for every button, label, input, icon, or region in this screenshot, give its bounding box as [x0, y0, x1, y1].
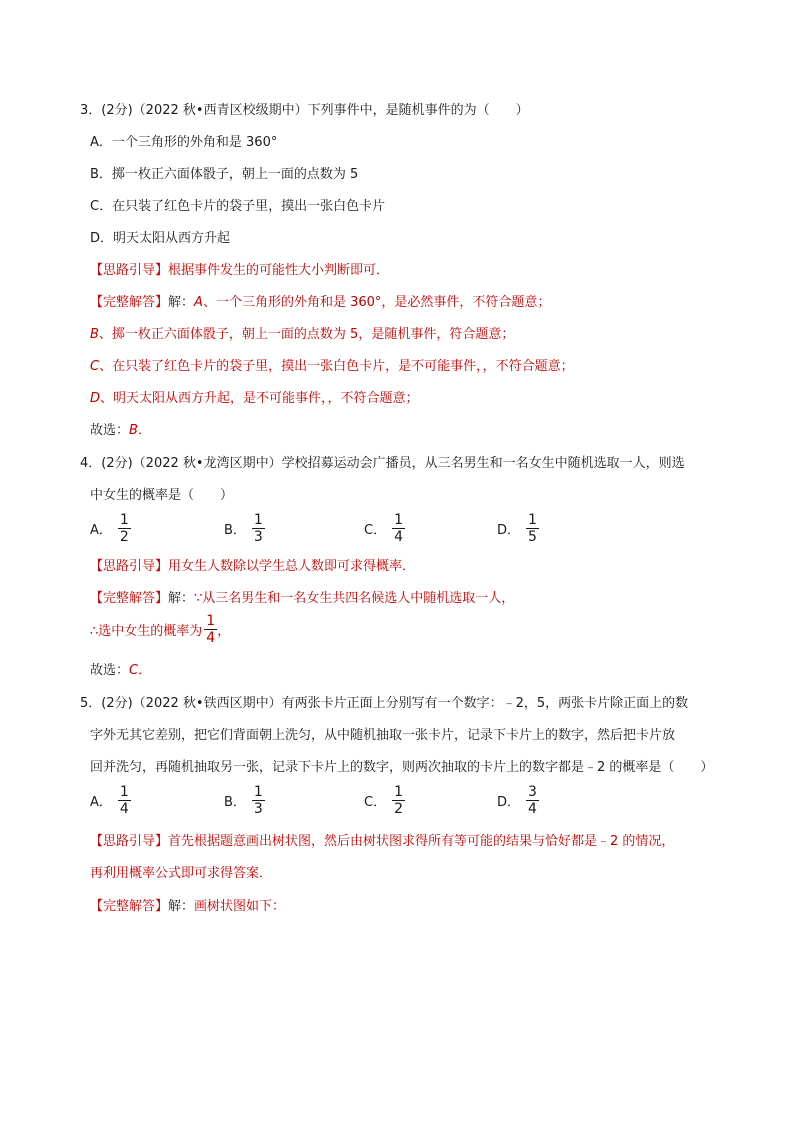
- q3-answer-b: [90, 325, 514, 345]
- hint-text: 用女生人数除以学生总人数即可求得概率．: [168, 559, 416, 574]
- option-label: A．: [90, 795, 112, 810]
- choose-value: B: [129, 423, 138, 438]
- denominator: 3: [253, 529, 263, 545]
- option-fraction: [252, 512, 265, 545]
- option-label: C．: [364, 523, 387, 538]
- numerator: 1: [119, 784, 129, 800]
- numerator: 1: [253, 784, 263, 800]
- q3-answer-d: [90, 389, 419, 409]
- numerator: 1: [119, 512, 129, 528]
- answer-tag: 【完整解答】: [90, 899, 169, 914]
- option-fraction: [526, 784, 539, 817]
- numerator: 1: [394, 784, 403, 800]
- answer-letter: C: [90, 359, 100, 374]
- answer-text: 、一个三角形的外角和是 360°，是必然事件，不符合题意；: [202, 295, 551, 310]
- denominator: 4: [119, 801, 129, 817]
- denominator: 5: [528, 529, 537, 545]
- numerator: 1: [528, 512, 537, 528]
- option-fraction: [526, 512, 539, 545]
- denominator: 2: [394, 801, 403, 817]
- q4-option-d: [497, 512, 539, 545]
- numerator: 1: [206, 613, 216, 629]
- q3-answer-a: [90, 293, 550, 313]
- q3-option-b: B．掷一枚正六面体骰子，朝上一面的点数为 5: [90, 167, 359, 182]
- option-label: A．: [90, 523, 112, 538]
- answer-prefix: 解：: [168, 899, 195, 914]
- q3-answer-c: [90, 357, 574, 377]
- q3-hint: [90, 261, 389, 281]
- denominator: 4: [206, 630, 216, 646]
- q4-stem-line2: 中女生的概率是（ ）: [90, 488, 234, 503]
- denominator: 4: [528, 801, 537, 817]
- numerator: 3: [528, 784, 537, 800]
- hint-tag: 【思路引导】: [90, 559, 169, 574]
- hint-text: 首先根据题意画出树状图，然后由树状图求得所有等可能的结果与恰好都是﹣2 的情况，: [168, 834, 675, 849]
- choose-label: 故选：: [90, 423, 130, 438]
- numerator: 1: [253, 512, 263, 528]
- q3-choose: [90, 421, 151, 441]
- q4-choose: [90, 661, 151, 681]
- denominator: 2: [119, 529, 129, 545]
- choose-end: ．: [138, 663, 152, 678]
- q5-option-d: [497, 784, 539, 817]
- option-fraction: [392, 784, 405, 817]
- q5-hint-line1: [90, 832, 674, 852]
- q5-option-c: [364, 784, 405, 817]
- answer-tag: 【完整解答】: [90, 591, 169, 606]
- result-end: ，: [217, 624, 231, 639]
- answer-tag: 【完整解答】: [90, 295, 169, 310]
- q5-stem-line1: 5．(2分)（2022 秋•铁西区期中）有两张卡片正面上分别写有一个数字：﹣2，5，两张卡片除正面上的数: [80, 696, 689, 711]
- q5-hint-line2: 再利用概率公式即可求得答案．: [90, 866, 273, 881]
- q5-option-b: [224, 784, 265, 817]
- answer-prefix: 解：: [168, 591, 195, 606]
- q4-stem-line1: 4．(2分)（2022 秋•龙湾区期中）学校招募运动会广播员，从三名男生和一名女生中随机选取一人，则选: [80, 456, 685, 471]
- hint-text: 根据事件发生的可能性大小判断即可．: [168, 263, 390, 278]
- q4-result: [90, 613, 230, 646]
- option-label: B．: [224, 795, 246, 810]
- hint-tag: 【思路引导】: [90, 263, 169, 278]
- q4-option-c: [364, 512, 405, 545]
- answer-text: 画树状图如下：: [194, 899, 286, 914]
- option-label: D．: [497, 523, 521, 538]
- option-fraction: [118, 512, 131, 545]
- choose-label: 故选：: [90, 663, 130, 678]
- answer-prefix: 解：: [168, 295, 195, 310]
- option-label: B．: [224, 523, 246, 538]
- q3-option-a: A．一个三角形的外角和是 360°: [90, 135, 278, 150]
- q5-stem-line3: 回并洗匀，再随机抽取另一张，记录下卡片上的数字，则两次抽取的卡片上的数字都是﹣2 的概率是（ ）: [90, 760, 714, 775]
- choose-end: ．: [137, 423, 151, 438]
- q4-option-b: [224, 512, 265, 545]
- hint-tag: 【思路引导】: [90, 834, 169, 849]
- result-text: ∴选中女生的概率为: [90, 624, 203, 639]
- answer-letter: D: [90, 391, 101, 406]
- q4-hint: [90, 557, 415, 577]
- q5-answer: [90, 897, 285, 917]
- q3-option-d: D．明天太阳从西方升起: [90, 231, 231, 246]
- result-fraction: [204, 613, 217, 646]
- option-fraction: [118, 784, 131, 817]
- option-label: D．: [497, 795, 521, 810]
- option-fraction: [392, 512, 405, 545]
- choose-value: C: [129, 663, 139, 678]
- answer-letter: A: [194, 295, 203, 310]
- q4-option-a: [90, 512, 131, 545]
- option-label: C．: [364, 795, 387, 810]
- denominator: 3: [253, 801, 263, 817]
- q4-answer: [90, 589, 514, 609]
- q3-option-c: C．在只装了红色卡片的袋子里，摸出一张白色卡片: [90, 199, 386, 214]
- q3-stem: 3．(2分)（2022 秋•西青区校级期中）下列事件中，是随机事件的为（ ）: [80, 103, 529, 118]
- answer-letter: B: [90, 327, 99, 342]
- q5-stem-line2: 字外无其它差别，把它们背面朝上洗匀，从中随机抽取一张卡片，记录下卡片上的数字，然后把卡片放: [90, 728, 676, 743]
- answer-text: 、掷一枚正六面体骰子，朝上一面的点数为 5，是随机事件，符合题意；: [98, 327, 515, 342]
- answer-text: 、明天太阳从西方升起，是不可能事件，，不符合题意；: [100, 391, 419, 406]
- option-fraction: [252, 784, 265, 817]
- denominator: 4: [394, 529, 403, 545]
- numerator: 1: [394, 512, 403, 528]
- q5-option-a: [90, 784, 131, 817]
- answer-text: 、在只装了红色卡片的袋子里，摸出一张白色卡片，是不可能事件，，不符合题意；: [99, 359, 574, 374]
- answer-text: ∵从三名男生和一名女生共四名候选人中随机选取一人，: [194, 591, 515, 606]
